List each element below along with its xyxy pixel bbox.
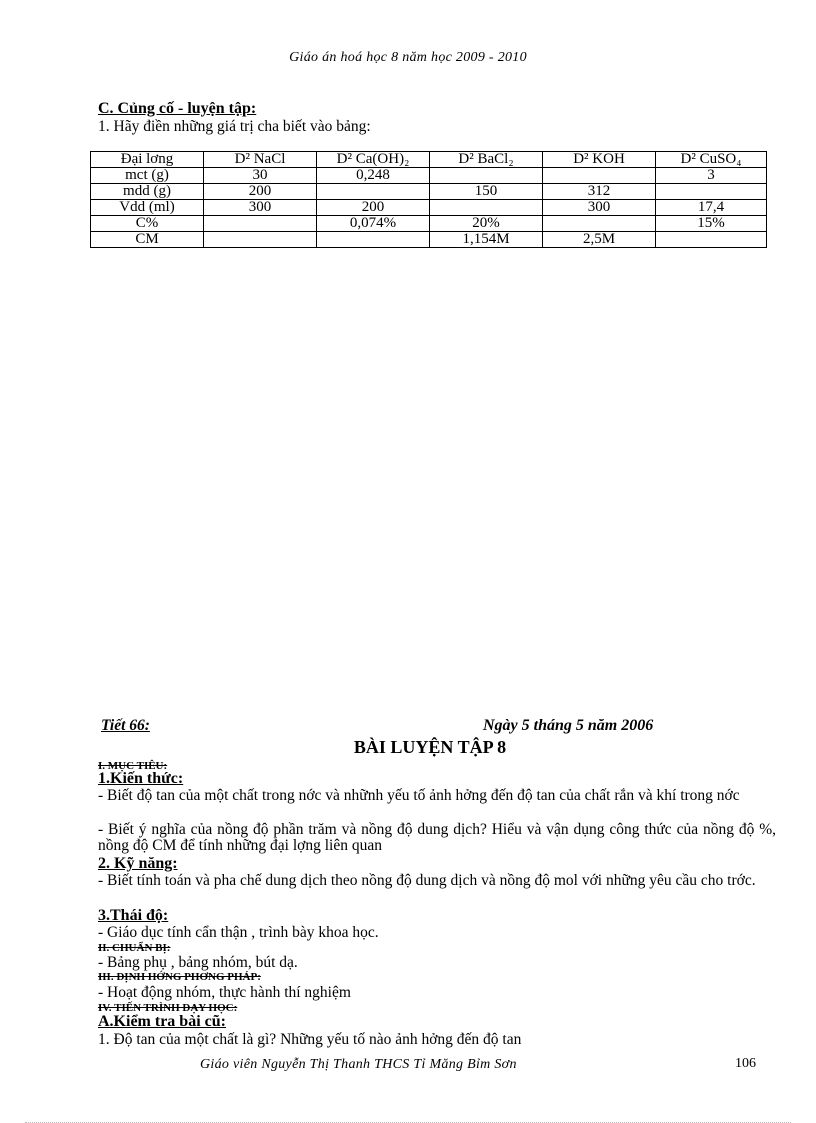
header-caoh2: D² Ca(OH)₂ <box>317 152 430 168</box>
values-table <box>90 151 767 248</box>
page-number: 106 <box>735 1056 756 1071</box>
header-quantity: Đại lơng <box>91 152 204 168</box>
table-row <box>91 216 767 232</box>
table-cell: 300 <box>543 200 656 216</box>
table-cell: 20% <box>430 216 543 232</box>
preparation-heading: II. CHUẨN BỊ: <box>98 942 171 954</box>
table-row <box>91 168 767 184</box>
table-cell <box>317 184 430 200</box>
table-header-row <box>91 152 767 168</box>
header-cuso4: D² CuSO₄ <box>656 152 767 168</box>
process-heading: IV. TIẾN TRÌNH DẠY HỌC: <box>98 1002 238 1014</box>
table-cell: 1,154M <box>430 232 543 248</box>
lesson-date: Ngày 5 tháng 5 năm 2006 <box>483 717 654 734</box>
table-row <box>91 184 767 200</box>
table-cell: 150 <box>430 184 543 200</box>
table-cell <box>543 168 656 184</box>
page-header: Giáo án hoá học 8 năm học 2009 - 2010 <box>289 50 527 65</box>
lesson-period: Tiết 66: <box>101 717 150 734</box>
row-label: Vdd (ml) <box>91 200 204 216</box>
table-cell: 0,248 <box>317 168 430 184</box>
table-cell <box>656 232 767 248</box>
header-koh: D² KOH <box>543 152 656 168</box>
table-cell <box>430 200 543 216</box>
table-cell: 15% <box>656 216 767 232</box>
table-cell: 0,074% <box>317 216 430 232</box>
method-heading: III. ĐỊNH HỚNG PHƠNG PHÁP: <box>98 971 261 983</box>
header-nacl: D² NaCl <box>204 152 317 168</box>
table-cell: 17,4 <box>656 200 767 216</box>
table-cell: 300 <box>204 200 317 216</box>
skills-item-1: - Biết tính toán và pha chế dung dịch theo nồng độ dung dịch và nồng độ mol với những yêu cầu cho trớc. <box>98 872 756 889</box>
row-label: mdd (g) <box>91 184 204 200</box>
section-c-title: C. Củng cố - luyện tập: <box>98 100 257 117</box>
method-item-1: - Hoạt động nhóm, thực hành thí nghiệm <box>98 984 351 1001</box>
row-label: mct (g) <box>91 168 204 184</box>
row-label: C% <box>91 216 204 232</box>
table-cell: 2,5M <box>543 232 656 248</box>
preparation-item-1: - Bảng phụ , bảng nhóm, bút dạ. <box>98 954 298 971</box>
table-cell <box>543 216 656 232</box>
table-cell: 30 <box>204 168 317 184</box>
section-c-instruction: 1. Hãy điền những giá trị cha biết vào bảng: <box>98 118 371 135</box>
table-cell: 200 <box>204 184 317 200</box>
knowledge-item-1: - Biết độ tan của một chất trong nớc và nhữnh yếu tố ảnh hởng đến độ tan của chất rắn và khí trong nớc <box>98 787 740 804</box>
table-row <box>91 200 767 216</box>
check-question-1: 1. Độ tan của một chất là gì? Những yếu tố nào ảnh hởng đến độ tan <box>98 1031 522 1048</box>
knowledge-heading: 1.Kiến thức: <box>98 770 184 787</box>
table-cell <box>430 168 543 184</box>
row-label: CM <box>91 232 204 248</box>
table-cell <box>656 184 767 200</box>
table-cell <box>204 232 317 248</box>
page-footer: Giáo viên Nguyễn Thị Thanh THCS Tỉ Măng Bỉm Sơn <box>200 1057 517 1072</box>
table-cell <box>204 216 317 232</box>
attitude-heading: 3.Thái độ: <box>98 907 169 924</box>
objectives-heading: I. MỤC TIÊU: <box>98 760 168 772</box>
header-bacl2: D² BaCl₂ <box>430 152 543 168</box>
table-cell: 200 <box>317 200 430 216</box>
table-cell: 3 <box>656 168 767 184</box>
table-cell <box>317 232 430 248</box>
attitude-item-1: - Giáo dục tính cẩn thận , trình bày khoa học. <box>98 924 379 941</box>
lesson-title: BÀI LUYỆN TẬP 8 <box>353 737 507 757</box>
table-row <box>91 232 767 248</box>
skills-heading: 2. Kỹ năng: <box>98 855 178 872</box>
knowledge-item-2: - Biết ý nghĩa của nồng độ phần trăm và nồng độ dung dịch? Hiểu và vận dụng công thức của nồng độ %, nồng độ CM để tính những đại lợng liên quan <box>98 821 776 854</box>
table-cell: 312 <box>543 184 656 200</box>
check-heading: A.Kiểm tra bài cũ: <box>98 1013 226 1030</box>
